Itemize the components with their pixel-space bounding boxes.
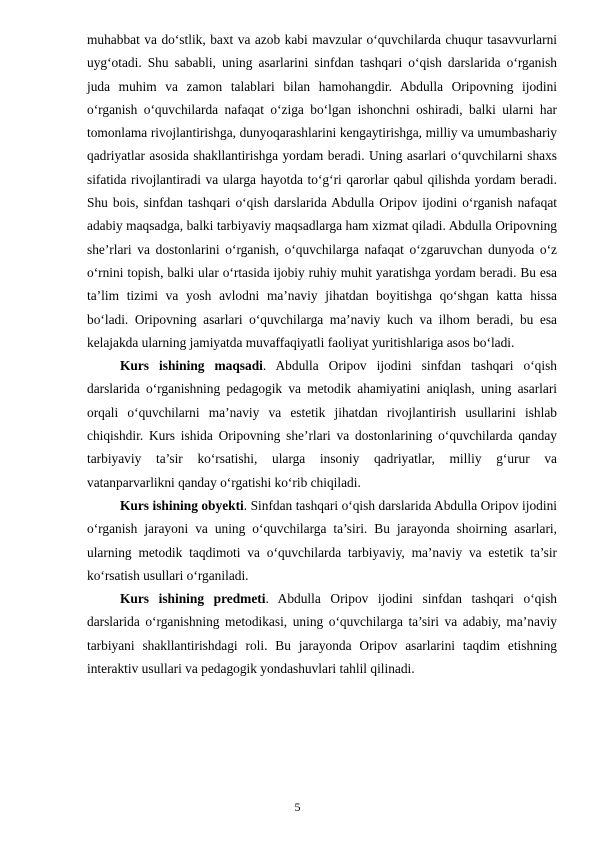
paragraph-text: . Abdulla Oripov ijodini sinfdan tashqari o‘qish darslarida o‘rganishning metodikasi, uning o‘quvchilarga ta’siri va adabiy, ma’naviy tarbiyani shakllantirishdagi roli. Bu jarayonda Oripov asarlarini taqdim etishning interaktiv usullari va pedagogik yondashuvlari tahlil qilinadi. [87,591,557,677]
paragraph-heading-object: Kurs ishining obyekti [120,497,244,513]
paragraph-course-subject [87,587,557,680]
paragraph-heading-subject: Kurs ishining predmeti [120,591,266,607]
page-number: 5 [294,800,301,814]
paragraph-text: . Sinfdan tashqari o‘qish darslarida Abdulla Oripov ijodini o‘rganish jarayoni va uning o‘quvchilarga ta’siri. Bu jarayonda shoirning asarlari, ularning metodik taqdimoti va o‘quvchilarda tarbiyaviy, ma’naviy va estetik ta’sir ko‘rsatish usullari o‘rganiladi. [87,497,558,583]
paragraph-course-object [87,494,557,587]
paragraph-heading-goal: Kurs ishining maqsadi [120,358,263,374]
body-text [87,28,557,680]
paragraph-text: muhabbat va do‘stlik, baxt va azob kabi mavzular o‘quvchilarda chuqur tasavvurlarni uyg‘otadi. Shu sababli, uning asarlarini sinfdan tashqari o‘qish darslarida o‘rganish juda muhim va zamon talablari bilan hamohangdir. Abdulla Oripovning ijodini o‘rganish o‘quvchilarda nafaqat o‘ziga bo‘lgan ishonchni oshiradi, balki ularni har tomonlama rivojlantirishga, dunyoqarashlarini kengaytirishga, milliy va umumbashariy qadriyatlar asosida shakllantirishga yordam beradi. Uning asarlari o‘quvchilarni shaxs sifatida rivojlantiradi va ularga hayotda to‘g‘ri qarorlar qabul qilishda yordam beradi. Shu bois, sinfdan tashqari o‘qish darslarida Abdulla Oripov ijodini o‘rganish nafaqat adabiy maqsadga, balki tarbiyaviy maqsadlarga ham xizmat qiladi. Abdulla Oripovning she’rlari va dostonlarini o‘rganish, o‘quvchilarga nafaqat o‘zgaruvchan dunyoda o‘z o‘rnini topish, balki ular o‘rtasida ijobiy ruhiy muhit yaratishga yordam beradi. Bu esa ta’lim tizimi va yosh avlodni ma’naviy jihatdan boyitishga qo‘shgan katta hissa bo‘ladi. Oripovning asarlari o‘quvchilarga ma’naviy kuch va ilhom beradi, bu esa kelajakda ularning jamiyatda muvaffaqiyatli faoliyat yuritishlariga asos bo‘ladi. [87,32,557,350]
paragraph-text: . Abdulla Oripov ijodini sinfdan tashqari o‘qish darslarida o‘rganishning pedagogik va metodik ahamiyatini aniqlash, uning asarlari orqali o‘quvchilarni ma’naviy va estetik jihatdan rivojlantirish usullarini ishlab chiqishdir. Kurs ishida Oripovning she’rlari va dostonlarining o‘quvchilarda qanday tarbiyaviy ta’sir ko‘rsatishi, ularga insoniy qadriyatlar, milliy g‘urur va vatanparvarlikni qanday o‘rgatishi ko‘rib chiqiladi. [87,358,557,490]
paragraph-course-goal [87,354,557,494]
paragraph-intro [87,28,557,354]
